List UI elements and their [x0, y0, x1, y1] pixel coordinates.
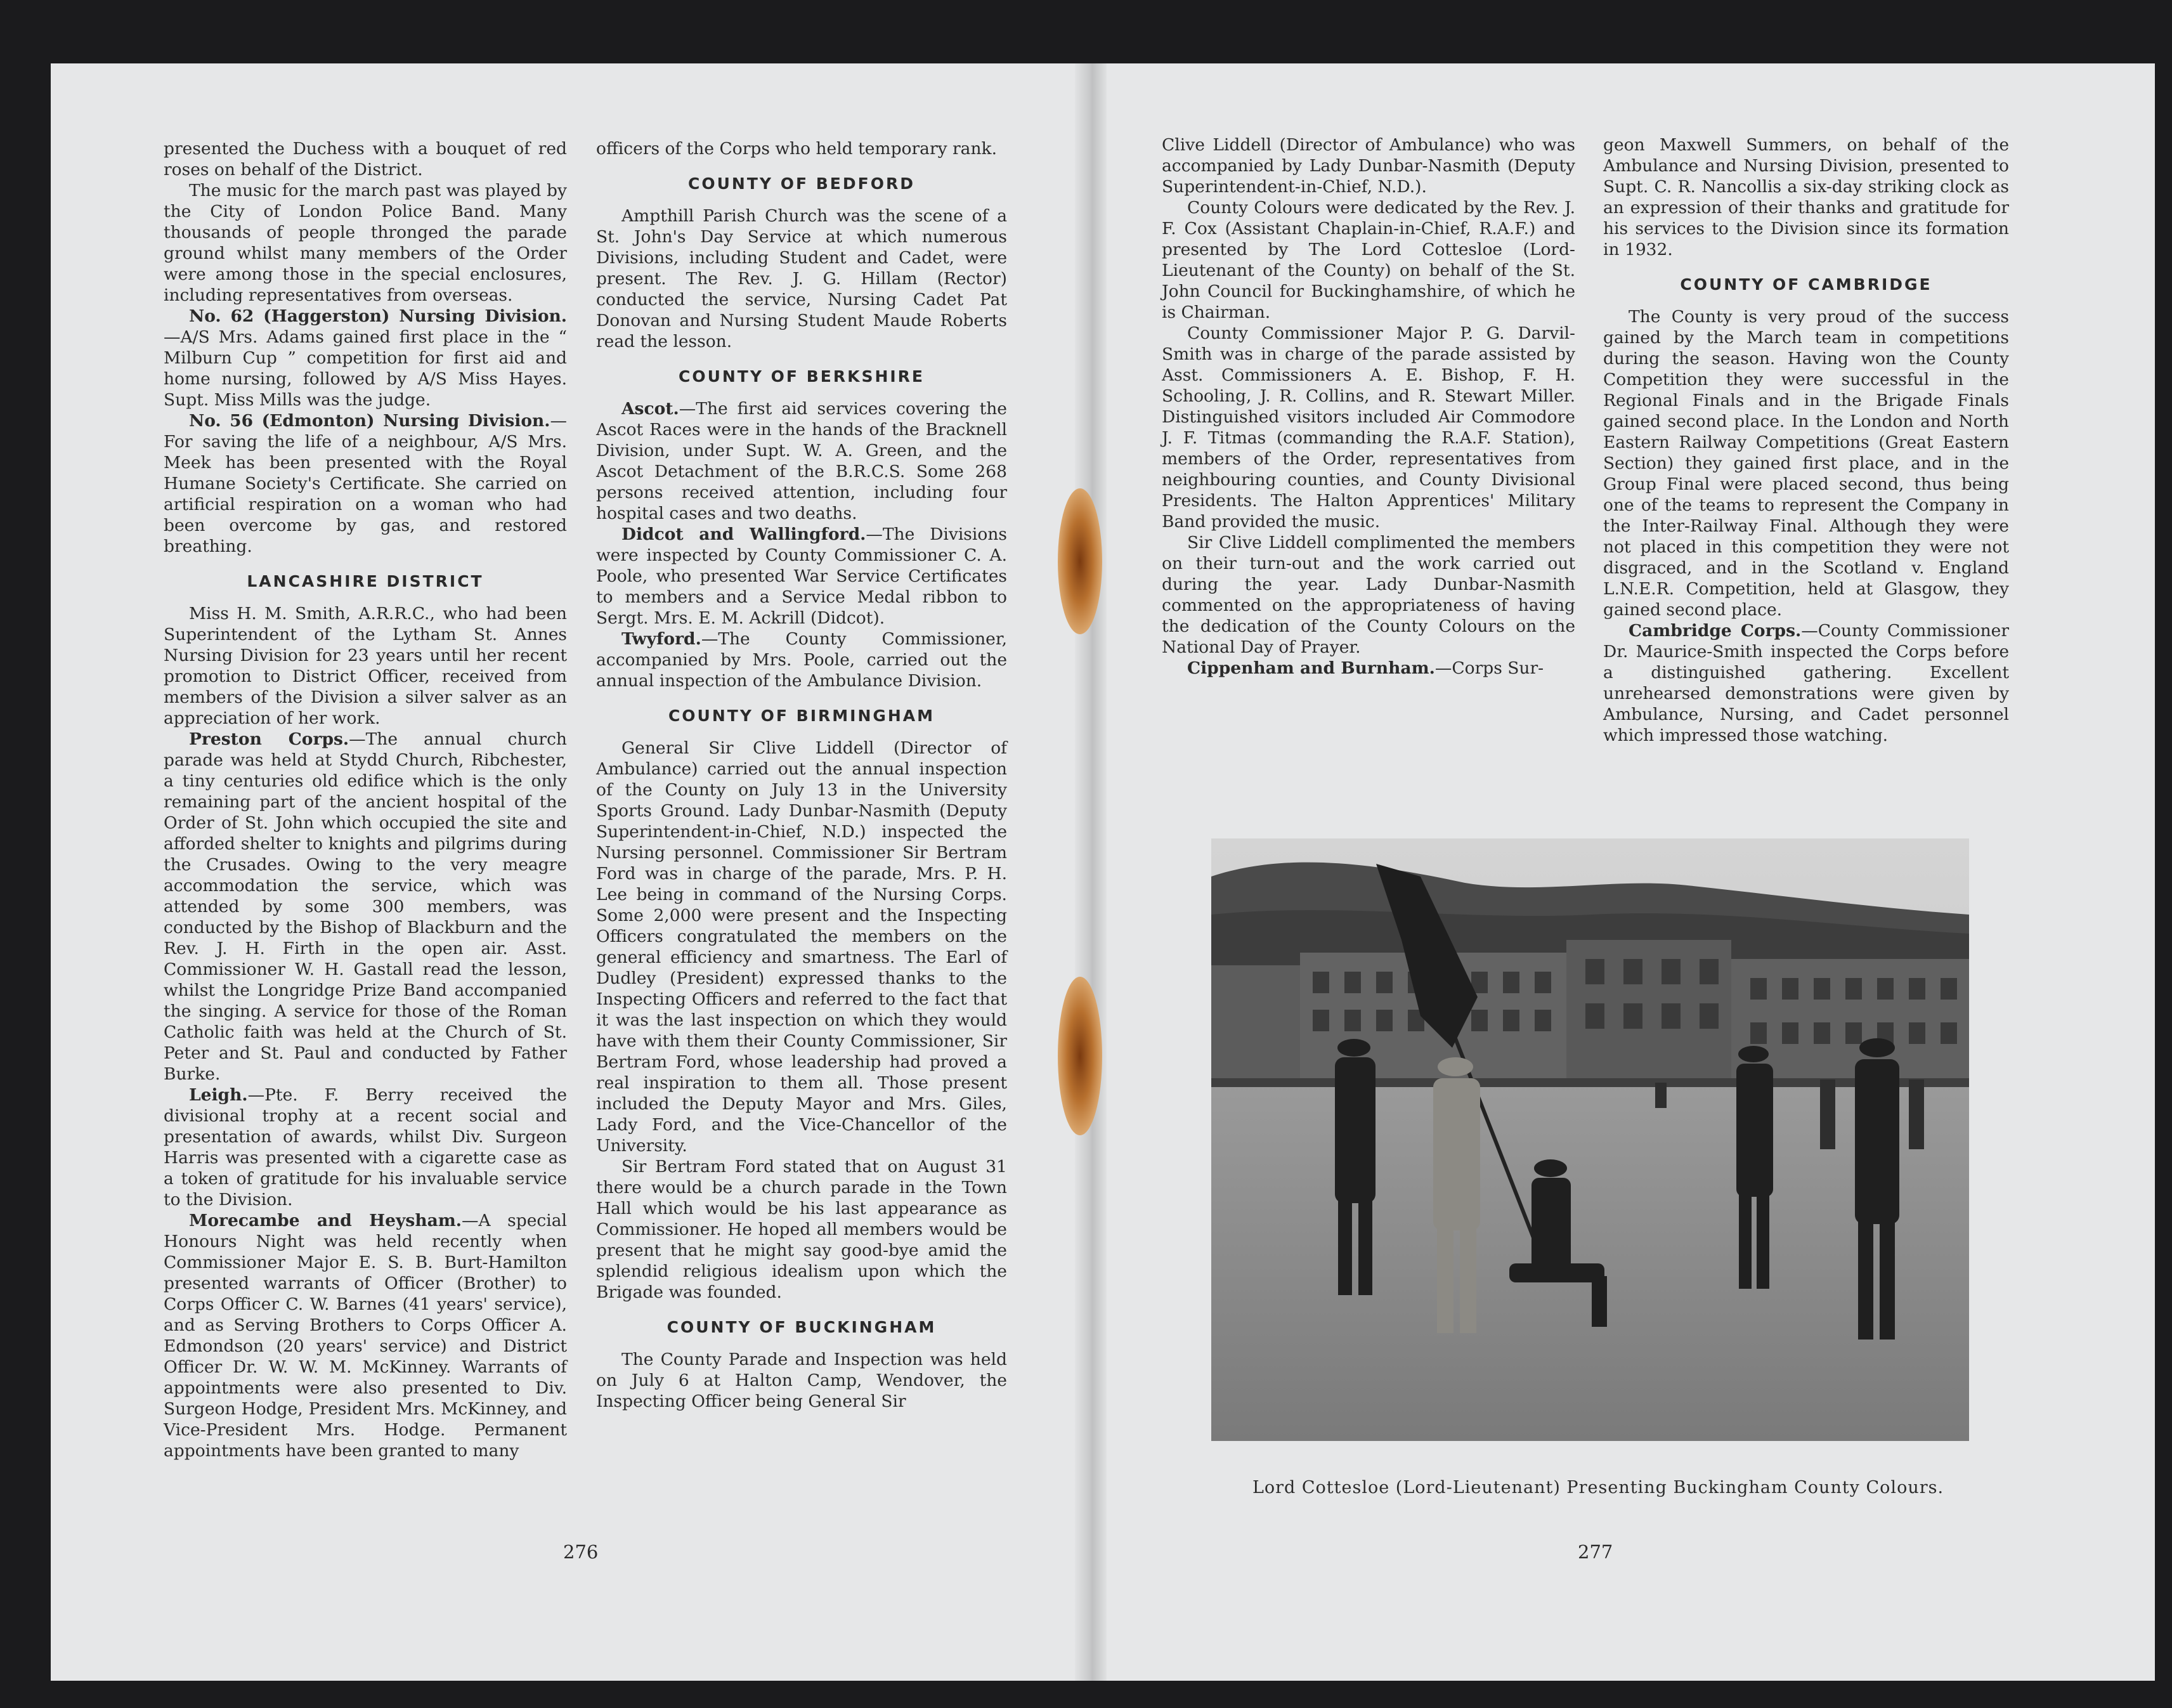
column-3	[1162, 134, 1575, 679]
parade-photograph-illustration	[1211, 838, 1969, 1441]
section-heading: COUNTY OF CAMBRIDGE	[1680, 275, 1932, 294]
paragraph-text: —The first aid services covering the Ascot Races were in the hands of the Bracknell Division, under Supt. W. A. Green, and the Ascot Detachment of the B.R.C.S. Some 268 persons received attention, including four hospital cases and two deaths.	[596, 399, 1007, 523]
paragraph-text: —A special Honours Night was held recently when Commissioner Major E. S. B. Burt-Hamilton presented warrants of Officer (Brother) to Corps Officer C. W. Barnes (41 years' service), and as Serving Brothers to Corps Officer A. Edmondson (20 years' service) and District Officer Dr. W. W. M. McKinney. Warrants of appointments were also presented to Div. Surgeon Hodge, President Mrs. McKinney, and Vice-President Mrs. Hodge. Permanent appointments have been granted to many	[164, 1211, 567, 1461]
section-heading: LANCASHIRE DISTRICT	[247, 572, 484, 590]
section-heading: COUNTY OF BERKSHIRE	[678, 367, 925, 386]
paragraph: General Sir Clive Liddell (Director of Ambulance) carried out the annual inspection of the County on July 13 in the University Sports Ground. Lady Dunbar-Nasmith (Deputy Superintendent-in-Chief, N.D.) inspected the Nursing personnel. Commissioner Sir Bertram Ford was in charge of the parade, Mrs. P. H. Lee being in command of the Nursing Corps. Some 2,000 were present and the Inspecting Officers congratulated the members on the general efficiency and smartness. The Earl of Dudley (President) expressed thanks to the Inspecting Officers and referred to the fact that it was the last inspection on which they would have with them their County Commissioner, Sir Bertram Ford, whose leadership had proved a real inspiration to them all. Those present included the Deputy Mayor and Mrs. Giles, Lady Ford, and the Vice-Chancellor of the University.	[596, 738, 1007, 1156]
paragraph	[164, 1210, 567, 1461]
section-heading: COUNTY OF BIRMINGHAM	[668, 707, 935, 725]
paragraph	[164, 729, 567, 1085]
paragraph: County Commissioner Major P. G. Darvil-Smith was in charge of the parade assisted by Asst. Commissioners A. E. Bishop, F. H. Schooling, J. R. Collins, and R. Stewart Miller. Distinguished visitors included Air Commodore J. F. Titmas (commanding the R.A.F. Station), members of the Order, representatives from neighbouring counties, and County Divisional Presidents. The Halton Apprentices' Military Band provided the music.	[1162, 323, 1575, 531]
paragraph	[596, 629, 1007, 691]
paragraph: Sir Clive Liddell complimented the members on their turn-out and the work carried out during the year. Lady Dunbar-Nasmith commented on the appropriateness of having the dedication of the County Colours on the National Day of Prayer.	[1162, 533, 1575, 657]
binding-gutter	[1075, 63, 1107, 1681]
run-in-heading: Ascot.	[621, 399, 679, 419]
run-in-heading: Cippenham and Burnham.	[1187, 658, 1435, 678]
paragraph: geon Maxwell Summers, on behalf of the Ambulance and Nursing Division, presented to Supt. C. R. Nancollis a six-day striking clock as an expression of their thanks and gratitude for his services to the Division since its formation in 1932.	[1603, 135, 2009, 259]
paragraph	[596, 524, 1007, 629]
paragraph: Ampthill Parish Church was the scene of a St. John's Day Service at which numerous Divisions, including Student and Cadet, were present. The Rev. J. G. Hillam (Rector) conducted the service, Nursing Cadet Pat Donovan and Nursing Student Maude Roberts read the lesson.	[596, 206, 1007, 351]
paragraph: The County Parade and Inspection was held on July 6 at Halton Camp, Wendover, the Inspecting Officer being General Sir	[596, 1350, 1007, 1411]
run-in-heading: Didcot and Wallingford.	[621, 525, 866, 544]
run-in-heading: No. 62 (Haggerston) Nursing Division.	[189, 306, 567, 326]
run-in-heading: No. 56 (Edmonton) Nursing Division.	[189, 411, 550, 431]
page-number: 276	[563, 1541, 599, 1563]
run-in-heading: Leigh.	[189, 1085, 248, 1105]
paragraph: presented the Duchess with a bouquet of red roses on behalf of the District.	[164, 139, 567, 179]
section-heading: COUNTY OF BUCKINGHAM	[667, 1318, 937, 1336]
paragraph	[164, 410, 567, 557]
run-in-heading: Morecambe and Heysham.	[189, 1211, 462, 1230]
paragraph	[164, 306, 567, 410]
paragraph	[164, 1085, 567, 1210]
paragraph: Sir Bertram Ford stated that on August 31 there would be a church parade in the Town Hall which would be his last appearance as Commissioner. He hoped all members would be present that he might say good-bye amid the splendid religious idealism upon which the Brigade was founded.	[596, 1157, 1007, 1302]
paragraph-text: —Corps Sur-	[1434, 658, 1544, 678]
paragraph-text: —The Divisions were inspected by County Commissioner C. A. Poole, who presented War Service Certificates to members and a Service Medal ribbon to Sergt. Mrs. E. M. Ackrill (Didcot).	[596, 525, 1007, 628]
paragraph: The County is very proud of the success gained by the March team in competitions during the season. Having won the County Competition they were successful in the Regional Finals and in the Brigade Finals gained second place. In the London and North Eastern Railway Competitions (Great Eastern Section) they gained first place, and in the Group Final were placed second, thus being one of the teams to represent the Company in the Inter-Railway Final. Although they were not placed in this competition they were not disgraced, and in the Scotland v. England L.N.E.R. Competition, held at Glasgow, they gained second place.	[1603, 307, 2009, 620]
column-1	[164, 138, 567, 1461]
rust-stain	[1058, 977, 1102, 1135]
page-number: 277	[1578, 1541, 1613, 1563]
paragraph-text: —County Commissioner Dr. Maurice-Smith inspected the Corps before a distinguished gathering. Excellent unrehearsed demonstrations were given by Ambulance, Nursing, and Cadet personnel which impressed those watching.	[1603, 621, 2009, 745]
photo-caption: Lord Cottesloe (Lord-Lieutenant) Presenting Buckingham County Colours.	[1252, 1478, 1944, 1497]
column-4	[1603, 134, 2009, 746]
paragraph	[1603, 620, 2009, 746]
run-in-heading: Cambridge Corps.	[1629, 621, 1802, 641]
paragraph-text: —A/S Mrs. Adams gained first place in the “ Milburn Cup ” competition for first aid and home nursing, followed by A/S Miss Hayes. Supt. Miss Mills was the judge.	[164, 327, 567, 410]
rust-stain	[1058, 488, 1102, 634]
column-2	[596, 138, 1007, 1412]
paragraph: Miss H. M. Smith, A.R.R.C., who had been Superintendent of the Lytham St. Annes Nursing Division for 23 years until her recent promotion to District Officer, received from members of the Division a silver salver as an appreciation of her work.	[164, 604, 567, 728]
paragraph: The music for the march past was played by the City of London Police Band. Many thousands of people thronged the parade ground whilst many members of the Order were among those in the special enclosures, including representatives from overseas.	[164, 181, 567, 305]
run-in-heading: Twyford.	[621, 629, 701, 649]
paragraph-text: —For saving the life of a neighbour, A/S Mrs. Meek has been presented with the Royal Humane Society's Certificate. She carried on artificial respiration on a woman who had been overcome by gas, and restored breathing.	[164, 411, 567, 556]
paragraph: officers of the Corps who held temporary rank.	[596, 139, 998, 159]
paragraph: County Colours were dedicated by the Rev. J. F. Cox (Assistant Chaplain-in-Chief, R.A.F.) and presented by The Lord Cottesloe (Lord-Lieutenant of the County) on behalf of the St. John Council for Buckinghamshire, of which he is Chairman.	[1162, 198, 1575, 322]
paragraph: Clive Liddell (Director of Ambulance) who was accompanied by Lady Dunbar-Nasmith (Deputy Superintendent-in-Chief, N.D.).	[1162, 135, 1575, 197]
paragraph-text: —Pte. F. Berry received the divisional trophy at a recent social and presentation of awards, whilst Div. Surgeon Harris was presented with a cigarette case as a token of gratitude for his invaluable service to the Division.	[164, 1085, 567, 1209]
parade-photograph	[1211, 838, 1969, 1441]
paragraph-text: —The County Commissioner, accompanied by Mrs. Poole, carried out the annual inspection of the Ambulance Division.	[596, 629, 1007, 691]
paragraph	[1162, 658, 1575, 679]
section-heading: COUNTY OF BEDFORD	[688, 174, 915, 193]
paragraph	[596, 398, 1007, 524]
run-in-heading: Preston Corps.	[189, 729, 349, 749]
paragraph-text: —The annual church parade was held at Stydd Church, Ribchester, a tiny centuries old edifice which is the only remaining part of the ancient hospital of the Order of St. John which occupied the site and afforded shelter to knights and pilgrims during the Crusades. Owing to the very meagre accommodation the service, which was attended by some 300 members, was conducted by the Bishop of Blackburn and the Rev. J. H. Firth in the open air. Asst. Commissioner W. H. Gastall read the lesson, whilst the Longridge Prize Band accompanied the singing. A service for those of the Roman Catholic faith was held at the Church of St. Peter and St. Paul and conducted by Father Burke.	[164, 729, 567, 1084]
